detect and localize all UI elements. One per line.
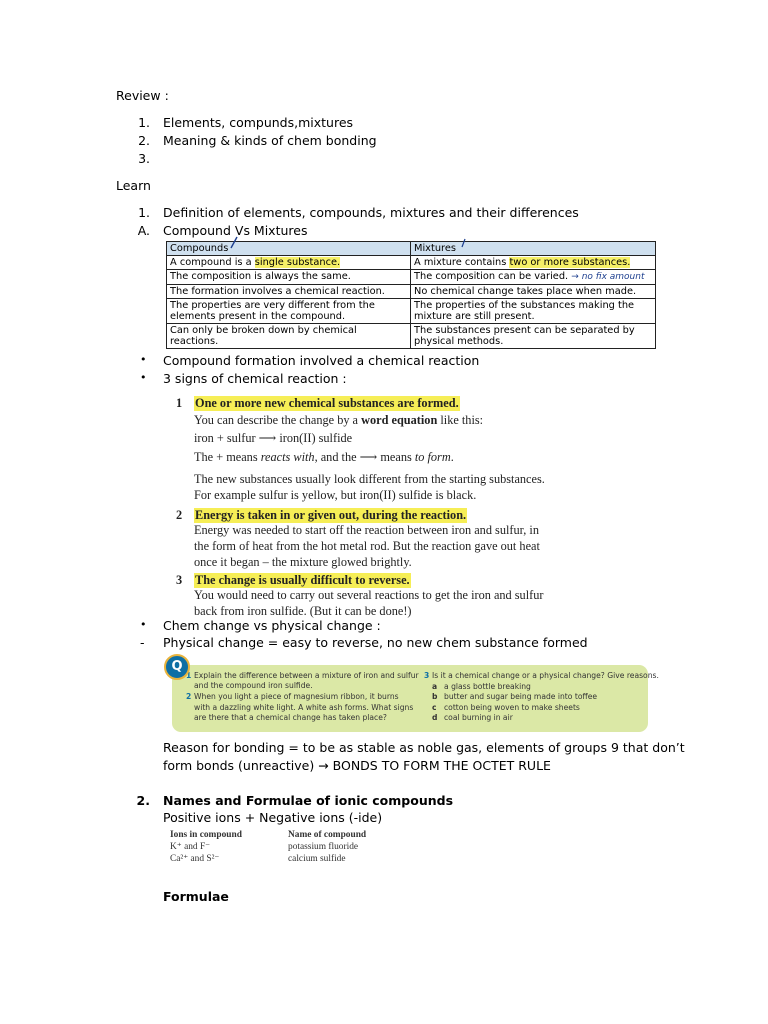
list-item: Definition of elements, compounds, mixtures and their differences: [163, 205, 579, 220]
table-cell: K⁺ and F⁻: [170, 842, 211, 852]
bullet-icon: •: [140, 353, 147, 366]
list-item: Compound Vs Mixtures: [163, 223, 308, 238]
highlight: single substance.: [254, 257, 341, 268]
formulae-heading: Formulae: [163, 889, 229, 904]
sign-text: The new substances usually look different from the starting substances.: [194, 472, 545, 486]
cell-text: The composition can be varied.: [414, 271, 569, 282]
table-cell: Ca²⁺ and S²⁻: [170, 854, 220, 864]
option-text: butter and sugar being made into toffee: [444, 692, 598, 701]
table-cell: The composition is always the same.: [167, 270, 411, 285]
list-number: 1.: [138, 115, 150, 130]
bonding-text: Reason for bonding = to be as stable as noble gas, elements of groups 9 that don’t: [163, 740, 685, 755]
table-cell: calcium sulfide: [288, 854, 346, 864]
list-number: 1.: [138, 205, 150, 220]
question-number: 3: [424, 671, 430, 680]
sign-heading: One or more new chemical substances are formed.: [195, 396, 459, 410]
question-text: and the compound iron sulfide.: [194, 681, 313, 690]
option-text: coal burning in air: [444, 713, 513, 722]
table-cell: potassium fluoride: [288, 842, 359, 852]
question-number: 1: [186, 671, 192, 680]
bonding-text-part: BONDS TO FORM THE OCTET RULE: [328, 758, 551, 773]
sign-text: iron + sulfur ⟶ iron(II) sulfide: [194, 431, 353, 445]
option-letter: b: [432, 692, 438, 701]
learn-heading: Learn: [116, 178, 151, 193]
bullet-icon: •: [140, 371, 147, 384]
table-row: [167, 270, 656, 285]
review-heading: Review :: [116, 88, 169, 103]
handwritten-note: → no fix amount: [571, 272, 645, 282]
table-cell: The substances present can be separated by physical methods.: [411, 324, 656, 349]
table-row: [167, 324, 656, 349]
compound-vs-mixture-table: [166, 241, 656, 349]
sign-text: You can describe the change by a word equation like this:: [194, 413, 484, 427]
section-number: 2.: [136, 793, 150, 808]
section-subtitle: Positive ions + Negative ions (-ide): [163, 810, 383, 825]
sign-text: For example sulfur is yellow, but iron(II) sulfide is black.: [194, 488, 477, 502]
table-cell: The formation involves a chemical reaction.: [167, 285, 411, 299]
list-item: Physical change = easy to reverse, no new chem substance formed: [163, 635, 588, 650]
sign-text: back from iron sulfide. (But it can be done!): [194, 604, 412, 618]
table-row: [167, 256, 656, 270]
table-cell: The properties of the substances making the mixture are still present.: [411, 299, 656, 324]
bonding-text: [163, 758, 551, 773]
question-text: When you light a piece of magnesium ribbon, it burns: [194, 692, 399, 701]
question-text: are there that a chemical change has taken place?: [194, 713, 387, 722]
question-text: with a dazzling white light. A white ash forms. What signs: [194, 703, 414, 712]
column-header: Compounds: [167, 242, 411, 256]
sign-number: 3: [176, 573, 183, 587]
table-cell: Can only be broken down by chemical reactions.: [167, 324, 411, 349]
question-text: Explain the difference between a mixture of iron and sulfur: [194, 671, 419, 680]
sign-text: The + means reacts with, and the ⟶ means to form.: [194, 450, 454, 464]
table-row: [167, 285, 656, 299]
table-cell: [411, 270, 656, 285]
table-cell: A mixture contains two or more substances.: [411, 256, 656, 270]
column-header: Ions in compound: [170, 830, 242, 840]
bullet-icon: •: [140, 618, 147, 631]
option-letter: c: [432, 703, 437, 712]
section-title: Names and Formulae of ionic compounds: [163, 793, 454, 808]
question-icon: Q: [164, 654, 190, 680]
list-letter: A.: [137, 223, 150, 238]
question-box: [172, 665, 659, 732]
column-header: Name of compound: [288, 830, 367, 840]
list-item: Meaning & kinds of chem bonding: [163, 133, 377, 148]
table-cell: The properties are very different from the elements present in the compound.: [167, 299, 411, 324]
sign-text: once it began – the mixture glowed brightly.: [194, 555, 412, 569]
option-text: a glass bottle breaking: [444, 682, 531, 691]
question-text: Is it a chemical change or a physical change? Give reasons.: [432, 671, 659, 680]
arrow-right-icon: →: [318, 758, 329, 773]
table-cell: No chemical change takes place when made.: [411, 285, 656, 299]
list-item: Compound formation involved a chemical reaction: [163, 353, 480, 368]
column-header: Mixtures: [411, 242, 656, 256]
list-item: 3 signs of chemical reaction :: [163, 371, 347, 386]
pen-mark-icon: [458, 238, 468, 250]
list-number: 2.: [138, 133, 150, 148]
sign-number: 2: [176, 508, 183, 522]
sign-text: the form of heat from the hot metal rod. But the reaction gave out heat: [194, 539, 540, 553]
question-number: 2: [186, 692, 192, 701]
list-number: 3.: [138, 151, 150, 166]
list-item: Chem change vs physical change :: [163, 618, 381, 633]
pen-mark-icon: [228, 236, 240, 250]
sign-number: 1: [176, 396, 183, 410]
table-cell: A compound is a single substance.: [167, 256, 411, 270]
sign-heading: The change is usually difficult to reverse.: [195, 573, 410, 587]
sign-heading: Energy is taken in or given out, during the reaction.: [195, 508, 467, 522]
option-letter: a: [432, 682, 438, 691]
dash-icon: -: [140, 635, 145, 650]
sign-text: You would need to carry out several reactions to get the iron and sulfur: [194, 588, 544, 602]
sign-text: Energy was needed to start off the reaction between iron and sulfur, in: [194, 523, 539, 537]
option-letter: d: [432, 713, 438, 722]
list-item: Elements, compunds,mixtures: [163, 115, 354, 130]
table-row: [167, 299, 656, 324]
option-text: cotton being woven to make sheets: [444, 703, 580, 712]
bonding-text-part: form bonds (unreactive): [163, 758, 319, 773]
highlight: two or more substances.: [509, 257, 631, 268]
